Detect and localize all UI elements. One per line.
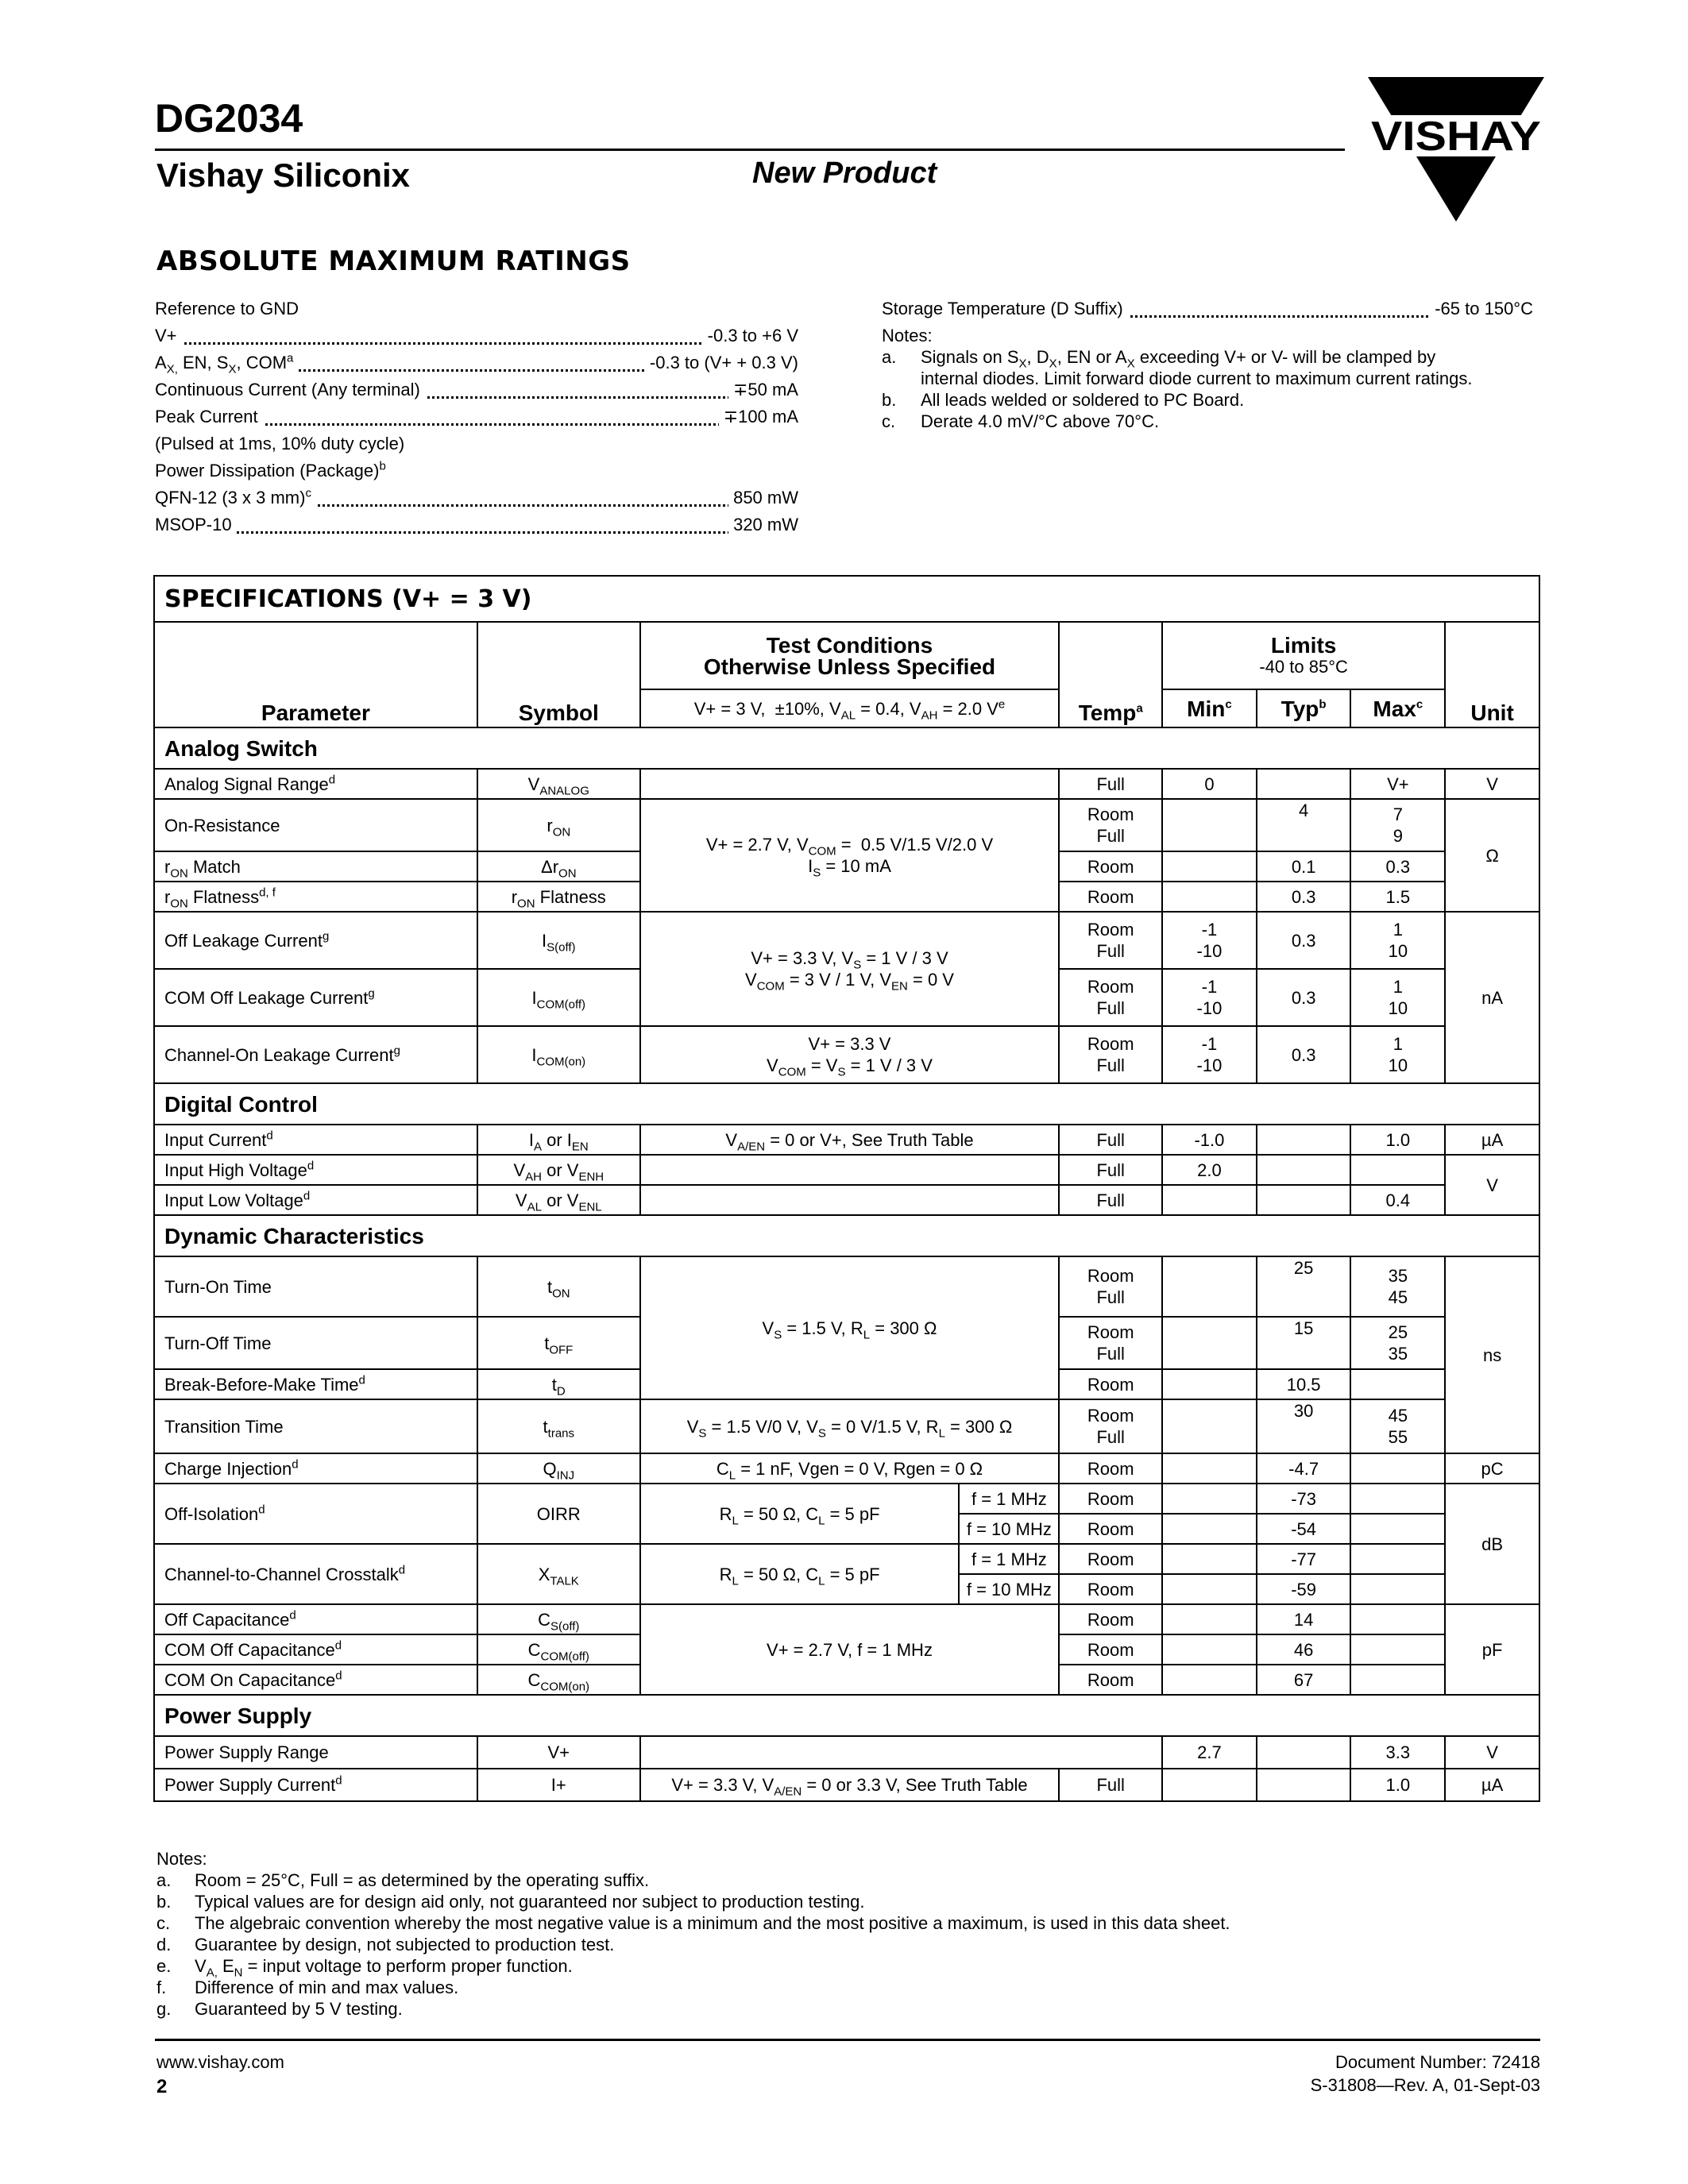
rating-row: QFN-12 (3 x 3 mm)$^c$ 850 mW: [155, 488, 798, 515]
header-unit: Unit: [1445, 622, 1539, 727]
table-row: Input Current$^d$ $I_A$ or $I_{EN}$ $V_{A/EN} = 0$ or V+, See Truth Table Full -1.0 1.0 µA: [154, 1125, 1539, 1155]
rating-row: Power Dissipation (Package)$^b$: [155, 461, 798, 488]
param-cell: Analog Signal Range$^d$: [154, 769, 477, 799]
note-item: d. Guarantee by design, not subjected to production test.: [156, 1935, 615, 1954]
header-temp: Temp$^a$: [1059, 622, 1162, 727]
rating-row: Continuous Current (Any terminal) ∓50 mA: [155, 380, 798, 407]
notes-title: Notes:: [156, 1849, 207, 1869]
unit-ns: ns: [1445, 1256, 1539, 1453]
header-min: Min$^c$: [1162, 689, 1257, 727]
table-row: Break-Before-Make Time$^d$ $t_D$ Room 10.5: [154, 1369, 1539, 1399]
conditions-leakage: V+ = 3.3 V, $V_S = 1$ V / 3 V $V_{COM} = 3$ V / 1 V, $V_{EN} = 0$ V: [640, 912, 1060, 1026]
table-row: f = 10 MHz Room -59: [154, 1574, 1539, 1604]
table-row: Turn-Off Time $t_{OFF}$ Room Full 15 25 35: [154, 1317, 1539, 1369]
rating-row: Reference to GND: [155, 299, 798, 326]
section-dynamic: Dynamic Characteristics: [154, 1215, 1539, 1256]
table-row: Off-Isolation$^d$ OIRR $R_L = 50$ Ω, $C_L = 5$ pF f = 1 MHz Room -73 dB: [154, 1484, 1539, 1514]
abs-note-key: c.: [882, 411, 896, 431]
section-analog-switch: Analog Switch: [154, 727, 1539, 769]
vishay-logo: [1368, 77, 1544, 222]
footer-rule: [155, 2039, 1540, 2041]
conditions-timing: $V_S = 1.5$ V, $R_L = 300$ Ω: [640, 1256, 1060, 1399]
document-number: Document Number: 72418: [1335, 2052, 1540, 2072]
table-row: Power Supply Range V+ 2.7 3.3 V: [154, 1736, 1539, 1769]
rating-row: MSOP-10 320 mW: [155, 515, 798, 542]
header-symbol: Symbol: [477, 622, 640, 727]
abs-note-c: Derate 4.0 mV/°C above 70°C.: [921, 411, 1160, 431]
table-row: Turn-On Time $t_{ON}$ $V_S = 1.5$ V, $R_L = 300$ Ω Room Full 25 35 45 ns: [154, 1256, 1539, 1317]
table-row: $r_{ON}$ Match $\Delta r_{ON}$ Room 0.1 0.3: [154, 851, 1539, 882]
table-row: On-Resistance $r_{ON}$ V+ = 2.7 V, $V_{COM} = 0.5$ V/1.5 V/2.0 V $I_S = 10$ mA Room Full 4 7 9 Ω: [154, 799, 1539, 851]
table-row: Analog Signal Range$^d$ $V_{ANALOG}$ Full 0 V+ V: [154, 769, 1539, 799]
storage-temp-row: Storage Temperature (D Suffix) -65 to 150°C: [882, 299, 1533, 326]
table-row: f = 10 MHz Room -54: [154, 1514, 1539, 1544]
abs-note-a: Signals on $S_X$, $D_X$, EN or $A_X$ exceeding V+ or V- will be clamped by: [921, 347, 1436, 371]
table-row: Transition Time $t_{trans}$ $V_S = 1.5$ V/0 V, $V_S = 0$ V/1.5 V, $R_L = 300$ Ω Room Full 30 45 55: [154, 1399, 1539, 1453]
conditions-ron: V+ = 2.7 V, $V_{COM} = 0.5$ V/1.5 V/2.0 V $I_S = 10$ mA: [640, 799, 1060, 912]
rating-row: Peak Current ∓100 mA: [155, 407, 798, 434]
unit-na: nA: [1445, 912, 1539, 1083]
rating-row: V+ -0.3 to +6 V: [155, 326, 798, 353]
notes-block: [156, 1848, 1230, 2020]
note-item: f. Difference of min and max values.: [156, 1978, 459, 1997]
abs-note-a-cont: internal diodes. Limit forward diode current to maximum current ratings.: [921, 369, 1473, 388]
abs-notes-title: Notes:: [882, 326, 933, 345]
abs-note-b: All leads welded or soldered to PC Board.: [921, 390, 1245, 410]
header-rule: [155, 149, 1345, 151]
rating-row: (Pulsed at 1ms, 10% duty cycle): [155, 434, 798, 461]
unit-db: dB: [1445, 1484, 1539, 1604]
section-power-supply: Power Supply: [154, 1695, 1539, 1736]
table-row: Power Supply Current$^d$ I+ V+ = 3.3 V, $V_{A/EN} = 0$ or 3.3 V, See Truth Table Full 1.0 µA: [154, 1769, 1539, 1801]
page-number: 2: [156, 2076, 168, 2097]
rating-row: $A_{X,}$ EN, $S_X$, COM$^a$ -0.3 to (V+ + 0.3 V): [155, 353, 798, 380]
specifications-table: [153, 575, 1540, 1802]
note-item: e. $V_{A,}$ $E_N$ = input voltage to perform proper function.: [156, 1956, 573, 1980]
table-row: Channel-On Leakage Current$^g$ $I_{COM(on)}$ V+ = 3.3 V $V_{COM} = V_S = 1$ V / 3 V Room Full -1 -10 0.3 1 10: [154, 1026, 1539, 1083]
table-row: COM Off Leakage Current$^g$ $I_{COM(off)}$ Room Full -1 -10 0.3 1 10: [154, 969, 1539, 1026]
note-item: b. Typical values are for design aid only, not guaranteed nor subject to production testing.: [156, 1892, 865, 1912]
table-row: COM Off Capacitance$^d$ $C_{COM(off)}$ Room 46: [154, 1634, 1539, 1665]
note-item: g. Guaranteed by 5 V testing.: [156, 1999, 403, 2019]
table-row: COM On Capacitance$^d$ $C_{COM(on)}$ Room 67: [154, 1665, 1539, 1695]
product-status: New Product: [752, 156, 937, 190]
company-name: Vishay Siliconix: [156, 156, 411, 194]
note-item: a. Room = 25°C, Full = as determined by the operating suffix.: [156, 1870, 650, 1890]
unit-v: V: [1445, 1155, 1539, 1215]
header-max: Max$^c$: [1350, 689, 1445, 727]
conditions-capacitance: V+ = 2.7 V, f = 1 MHz: [640, 1604, 1060, 1695]
header-limits: Limits -40 to 85°C: [1162, 622, 1445, 689]
part-number: DG2034: [155, 96, 303, 141]
table-row: Input High Voltage$^d$ $V_{AH}$ or $V_{ENH}$ Full 2.0 V: [154, 1155, 1539, 1185]
table-row: Channel-to-Channel Crosstalk$^d$ $X_{TALK}$ $R_L = 50$ Ω, $C_L = 5$ pF f = 1 MHz Room -77: [154, 1544, 1539, 1574]
abs-note-key: a.: [882, 347, 897, 367]
note-item: c. The algebraic convention whereby the most negative value is a minimum and the most positive a maximum, is used in this data sheet.: [156, 1913, 1230, 1933]
website-link[interactable]: www.vishay.com: [156, 2052, 284, 2072]
unit-pf: pF: [1445, 1604, 1539, 1695]
abs-note-key: b.: [882, 390, 897, 410]
symbol-cell: $V_{ANALOG}$: [477, 769, 640, 799]
header-test-conditions: Test Conditions Otherwise Unless Specified: [640, 622, 1060, 689]
specifications-title: SPECIFICATIONS (V+ = 3 V): [154, 576, 1539, 622]
section-digital-control: Digital Control: [154, 1083, 1539, 1125]
abs-max-title: ABSOLUTE MAXIMUM RATINGS: [156, 245, 631, 277]
table-row: Off Capacitance$^d$ $C_{S(off)}$ V+ = 2.7 V, f = 1 MHz Room 14 pF: [154, 1604, 1539, 1634]
table-row: $r_{ON}$ Flatness$^{d, f}$ $r_{ON}$ Flatness Room 0.3 1.5: [154, 882, 1539, 912]
header-typ: Typ$^b$: [1257, 689, 1351, 727]
header-parameter: Parameter: [154, 622, 477, 727]
revision: S-31808—Rev. A, 01-Sept-03: [1310, 2075, 1540, 2095]
table-row: Off Leakage Current$^g$ $I_{S(off)}$ V+ = 3.3 V, $V_S = 1$ V / 3 V $V_{COM} = 3$ V / 1 V, $V_{EN} = 0$ V Room Full -1 -10 0.3 1 10 nA: [154, 912, 1539, 969]
table-row: Input Low Voltage$^d$ $V_{AL}$ or $V_{ENL}$ Full 0.4: [154, 1185, 1539, 1215]
svg-text:VISHAY: VISHAY: [1371, 114, 1541, 160]
unit-ohm: Ω: [1445, 799, 1539, 912]
header-test-conditions-sub: V+ = 3 V, ±10%, $V_{AL} = 0.4$, $V_{AH} = 2.0$ Ve: [640, 689, 1060, 727]
table-row: Charge Injection$^d$ $Q_{INJ}$ $C_L = 1$ nF, Vgen = 0 V, Rgen = 0 Ω Room -4.7 pC: [154, 1453, 1539, 1484]
